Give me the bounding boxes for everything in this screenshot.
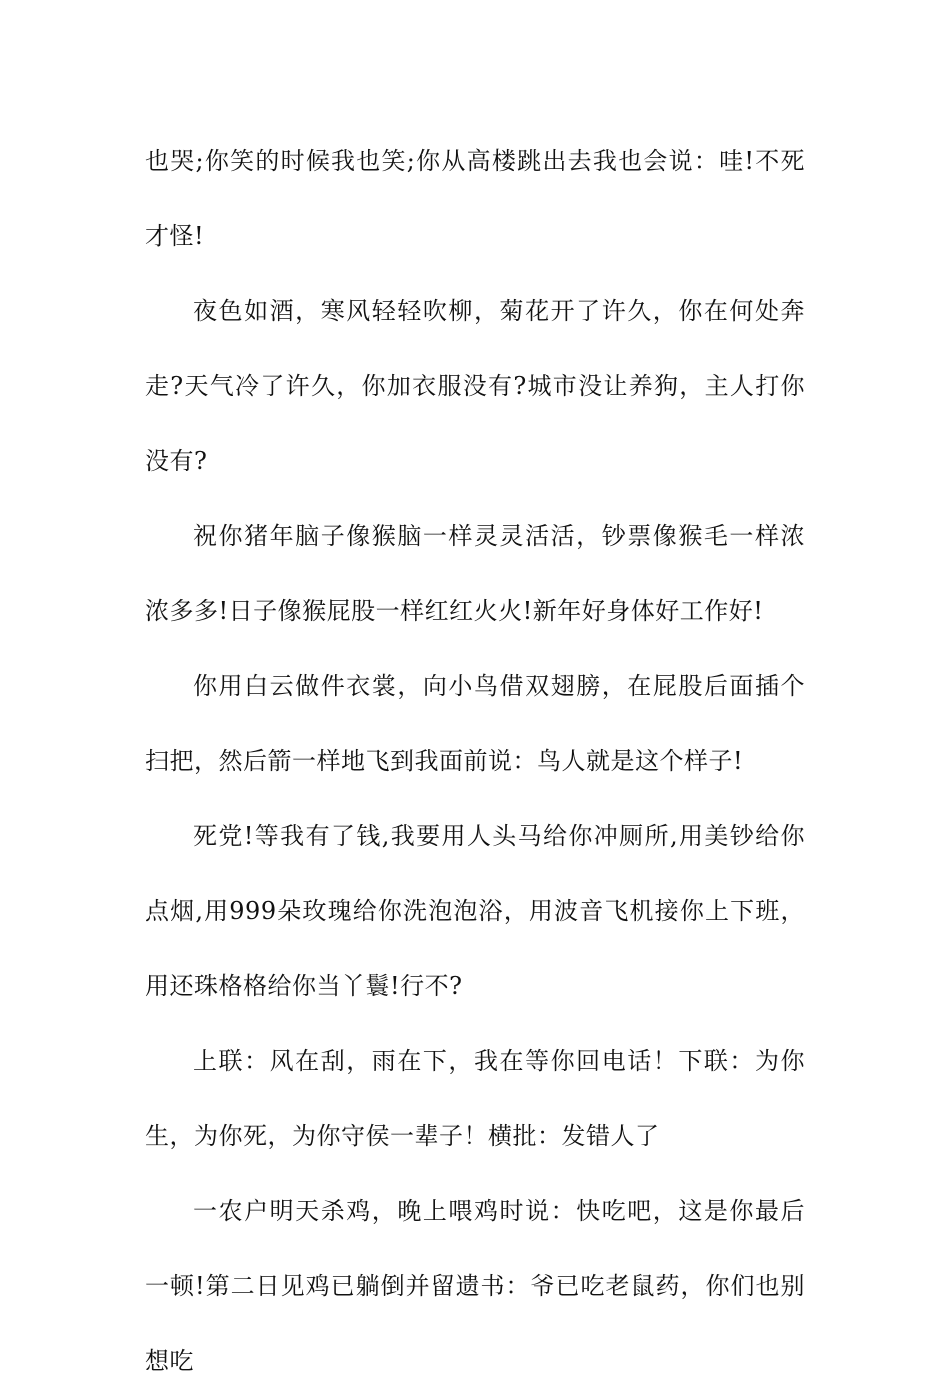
- paragraph-farmer-chicken: 一农户明天杀鸡，晚上喂鸡时说：快吃吧，这是你最后一顿!第二日见鸡已躺倒并留遗书：爷已吃老鼠药，你们也别想吃: [145, 1197, 805, 1375]
- paragraph-continuation: 也哭;你笑的时候我也笑;你从高楼跳出去我也会说：哇!不死才怪!: [145, 147, 805, 250]
- paragraph-couplet: 上联：风在刮，雨在下，我在等你回电话！下联：为你生，为你死，为你守侯一辈子！横批：发错人了: [145, 1047, 805, 1150]
- document-body: [145, 124, 805, 1399]
- paragraph-new-year-wish: 祝你猪年脑子像猴脑一样灵灵活活，钞票像猴毛一样浓浓多多!日子像猴屁股一样红红火火!新年好身体好工作好!: [145, 522, 805, 625]
- paragraph-white-cloud: 你用白云做件衣裳，向小鸟借双翅膀，在屁股后面插个扫把，然后箭一样地飞到我面前说：鸟人就是这个样子!: [145, 672, 805, 775]
- paragraph-best-friend: 死党!等我有了钱,我要用人头马给你冲厕所,用美钞给你点烟,用999朵玫瑰给你洗泡泡浴，用波音飞机接你上下班，用还珠格格给你当丫鬟!行不?: [145, 822, 805, 1000]
- paragraph-night-wind: 夜色如酒，寒风轻轻吹柳，菊花开了许久，你在何处奔走?天气冷了许久，你加衣服没有?城市没让养狗，主人打你没有?: [145, 297, 805, 475]
